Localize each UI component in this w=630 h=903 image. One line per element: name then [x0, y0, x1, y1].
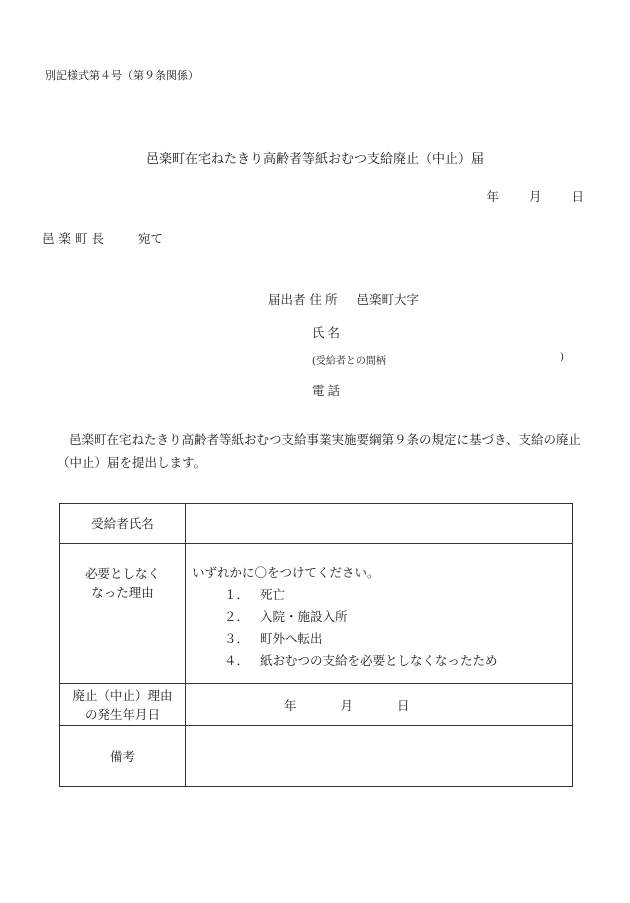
body-text: 邑楽町在宅ねたきり高齢者等紙おむつ支給事業実施要綱第９条の規定に基づき、支給の廃止（中止）届を提出します。 [57, 432, 582, 470]
address-value: 邑楽町大字 [356, 292, 420, 307]
relation-close: ) [560, 352, 564, 363]
table-row [60, 504, 573, 544]
name-label: 氏名 [312, 325, 344, 340]
date-month-label: 月 [528, 189, 542, 204]
occurrence-date-field[interactable] [186, 684, 573, 726]
reason-option[interactable]: ３． 町外へ転出 [224, 631, 323, 646]
relation-open: (受給者との間柄 [312, 356, 386, 367]
addressee-to: 宛て [138, 231, 164, 246]
form-table [59, 503, 573, 787]
submission-date [0, 187, 584, 205]
applicant-label: 届出者 [268, 292, 306, 307]
address-label: 住所 [309, 292, 341, 307]
tel-label: 電話 [312, 383, 344, 398]
mayor-title: 邑楽町長 [42, 231, 109, 246]
remarks-label: 備考 [60, 726, 186, 787]
date-day-label: 日 [571, 189, 584, 204]
reason-option[interactable]: ２． 入院・施設入所 [224, 609, 348, 624]
reason-instruction: いずれかに〇をつけてください。 [192, 565, 380, 580]
occurrence-month: 月 [340, 697, 354, 713]
table-row [60, 544, 573, 684]
table-row [60, 684, 573, 726]
reason-label-line1: 必要としなく [84, 566, 160, 581]
occurrence-day: 日 [397, 697, 410, 713]
form-reference: 別記様式第４号（第９条関係） [45, 69, 199, 82]
document-title: 邑楽町在宅ねたきり高齢者等紙おむつ支給廃止（中止）届 [145, 152, 484, 167]
reason-option[interactable]: ４． 紙おむつの支給を必要としなくなったため [224, 653, 498, 668]
occurrence-date-label [60, 684, 186, 726]
occurrence-date-label-line2: の発生年月日 [84, 706, 160, 722]
occurrence-date-label-line1: 廃止（中止）理由 [72, 687, 173, 703]
addressee [42, 229, 163, 247]
reason-label-line2: なった理由 [91, 585, 154, 600]
reason-label [60, 544, 186, 684]
date-year-label: 年 [486, 189, 499, 204]
remarks-field[interactable] [186, 726, 573, 787]
reason-options [186, 544, 573, 684]
occurrence-year: 年 [284, 697, 297, 713]
table-row [60, 726, 573, 787]
recipient-name-label: 受給者氏名 [60, 504, 186, 544]
recipient-name-field[interactable] [186, 504, 573, 544]
reason-option[interactable]: １． 死亡 [224, 587, 286, 602]
applicant-address-row [268, 290, 419, 308]
